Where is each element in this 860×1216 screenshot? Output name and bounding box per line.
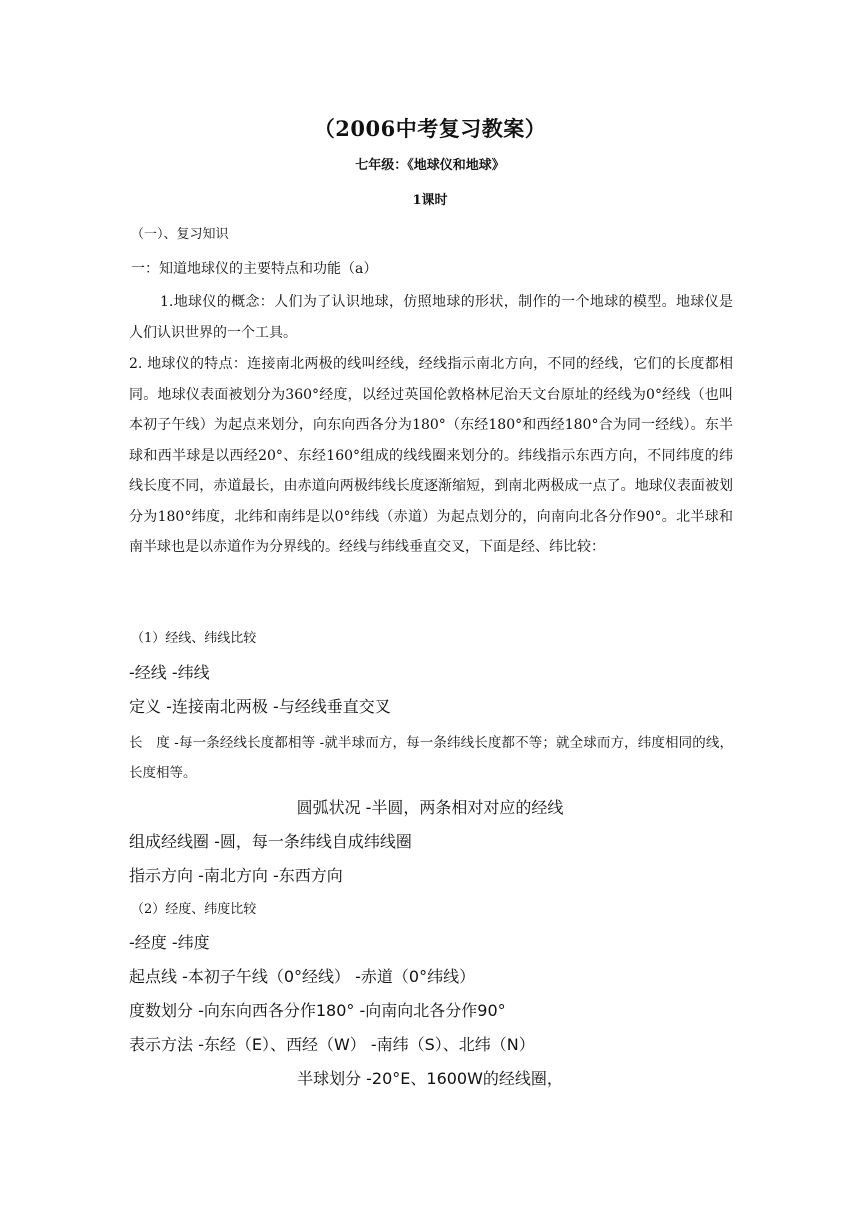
table2-row-division: 度数划分 -向东向西各分作180° -向南向北各分作90° (129, 1001, 506, 1020)
table1-header-row: -经线 -纬线 (129, 663, 210, 682)
document-title: （2006中考复习教案） (313, 116, 547, 141)
table2-row-hemisphere: 半球划分 -20°E、1600W的经线圈， (297, 1069, 563, 1088)
paragraph-globe-features: 2. 地球仪的特点：连接南北两极的线叫经线，经线指示南北方向，不同的经线，它们的长度都相同。地球仪表面被划分为360°经度，以经过英国伦敦格林尼治天文台原址的经线为0°经线（也叫本初子午线）为起点来划分，向东向西各分为180°（东经180°和西经180°合为同一经线）。东半球和西半球是以西经20°、东经160°组成的线线圈来划分的。纬线指示东西方向，不同纬度的纬线长度不同，赤道最长，由赤道向两极纬线长度逐渐缩短，到南北两极成一点了。地球仪表面被划分为180°纬度，北纬和南纬是以0°纬线（赤道）为起点划分的，向南向北各分作90°。北半球和南半球也是以赤道作为分界线的。经线与纬线垂直交叉，下面是经、纬比较： (129, 356, 733, 555)
table1-row-definition: 定义 -连接南北两极 -与经线垂直交叉 (129, 697, 391, 716)
table1-row-length: 长 度 -每一条经线长度都相等 -就半球而方，每一条纬线长度都不等；就全球而方，纬度相同的线，长度相等。 (129, 735, 733, 781)
document-subtitle: 七年级：《地球仪和地球》 (355, 158, 505, 173)
paragraph-globe-concept: 1.地球仪的概念：人们为了认识地球，仿照地球的形状，制作的一个地球的模型。地球仪是人们认识世界的一个工具。 (129, 294, 733, 341)
table2-row-start: 起点线 -本初子午线（0°经线） -赤道（0°纬线） (129, 967, 476, 986)
table2-header-row: -经度 -纬度 (129, 933, 210, 952)
table2-heading: （2）经度、纬度比较 (131, 902, 257, 917)
table1-row-arc: 圆弧状况 -半圆，两条相对对应的经线 (296, 798, 564, 817)
point-heading: 一：知道地球仪的主要特点和功能（a） (131, 261, 378, 277)
table1-row-circle: 组成经线圈 -圆，每一条纬线自成纬线圈 (129, 832, 412, 851)
table1-heading: （1）经线、纬线比较 (131, 631, 257, 646)
lesson-duration: 1课时 (412, 193, 448, 208)
table2-row-notation: 表示方法 -东经（E）、西经（W） -南纬（S）、北纬（N） (129, 1035, 535, 1054)
section-heading: （一）、复习知识 (131, 227, 229, 242)
table1-row-direction: 指示方向 -南北方向 -东西方向 (129, 866, 343, 885)
